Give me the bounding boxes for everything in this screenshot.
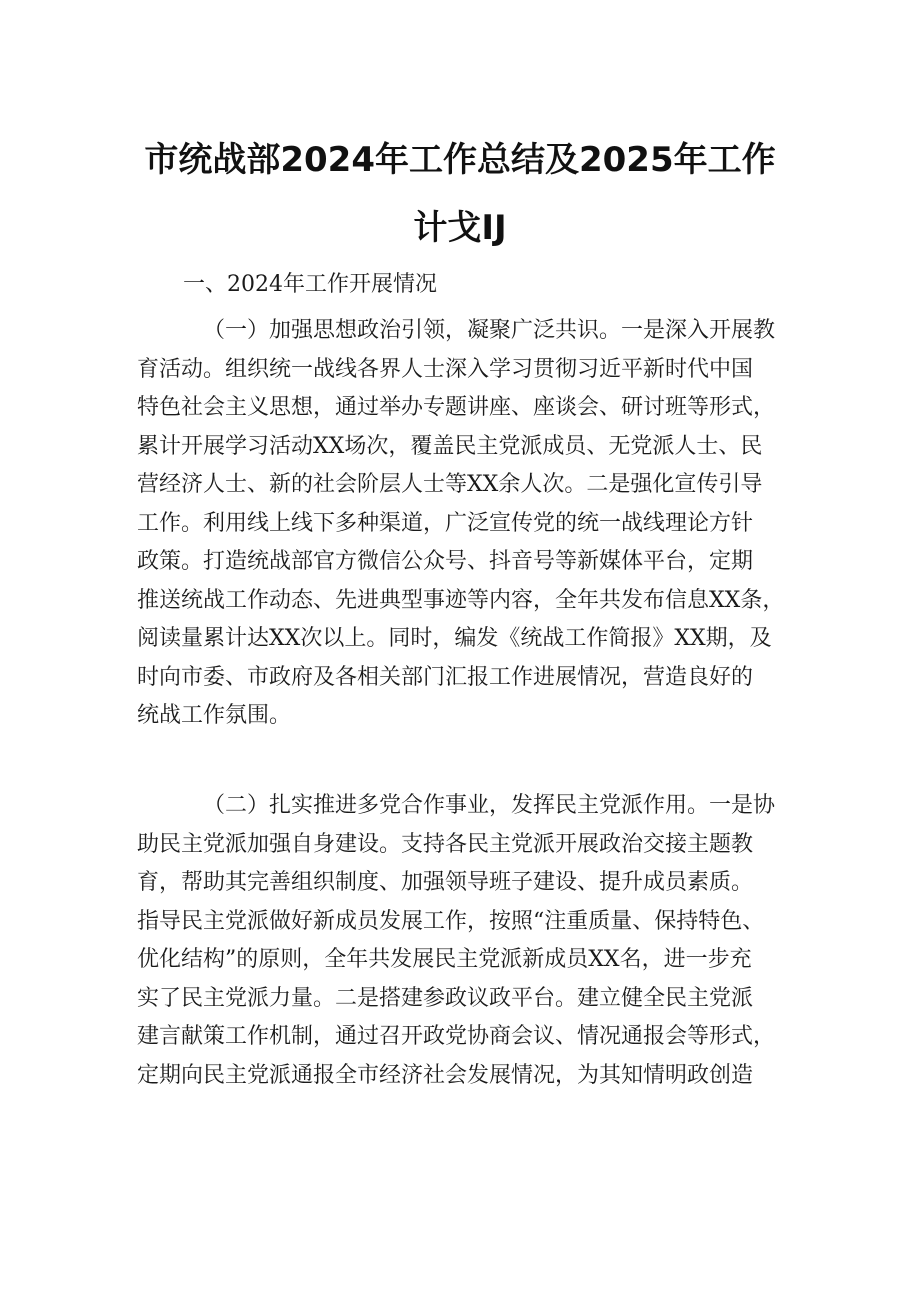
- paragraph-line: 营经济人士、新的社会阶层人士等XX余人次。二是强化宣传引导: [137, 472, 763, 497]
- paragraph-line: 推送统战工作动态、先进典型事迹等内容，全年共发布信息XX条，: [137, 587, 785, 613]
- paragraph-line: 优化结构”的原则，全年共发展民主党派新成员XX名，进一步充: [137, 947, 752, 972]
- section-heading: 一、2024年工作开展情况: [183, 272, 437, 297]
- paragraph-line: 建言献策工作机制，通过召开政党协商会议、情况通报会等形式，: [137, 1024, 776, 1049]
- paragraph-line: 指导民主党派做好新成员发展工作，按照“注重质量、保持特色、: [137, 908, 765, 934]
- document-title-line-2: 计戈IJ: [413, 208, 507, 248]
- paragraph-line: 育活动。组织统一战线各界人士深入学习贯彻习近平新时代中国: [137, 356, 754, 382]
- paragraph-line: 实了民主党派力量。二是搭建参政议政平台。建立健全民主党派: [137, 985, 754, 1011]
- paragraph-1: [137, 312, 797, 736]
- paragraph-line: （一）加强思想政治引领，凝聚广泛共识。一是深入开展教: [203, 318, 776, 343]
- paragraph-line: 助民主党派加强自身建设。支持各民主党派开展政治交接主题教: [137, 831, 754, 857]
- paragraph-line: 时向市委、市政府及各相关部门汇报工作进展情况，营造良好的: [137, 664, 754, 690]
- paragraph-line: 定期向民主党派通报全市经济社会发展情况，为其知情明政创造: [137, 1062, 754, 1088]
- document-title-line-1: 市统战部2024年工作总结及2025年工作: [144, 140, 776, 180]
- paragraph-line: （二）扎实推进多党合作事业，发挥民主党派作用。一是协: [203, 793, 776, 818]
- paragraph-line: 育，帮助其完善组织制度、加强领导班子建设、提升成员素质。: [137, 870, 754, 895]
- paragraph-line: 工作。利用线上线下多种渠道，广泛宣传党的统一战线理论方针: [137, 510, 754, 536]
- paragraph-line: 统战工作氛围。: [137, 703, 292, 728]
- paragraph-line: 政策。打造统战部官方微信公众号、抖音号等新媒体平台，定期: [137, 549, 754, 574]
- paragraph-line: 累计开展学习活动XX场次，覆盖民主党派成员、无党派人士、民: [137, 433, 763, 459]
- paragraph-2: [137, 787, 797, 1095]
- paragraph-line: 特色社会主义思想，通过举办专题讲座、座谈会、研讨班等形式，: [137, 395, 776, 420]
- paragraph-line: 阅读量累计达XX次以上。同时，编发《统战工作简报》XX期，及: [137, 626, 772, 651]
